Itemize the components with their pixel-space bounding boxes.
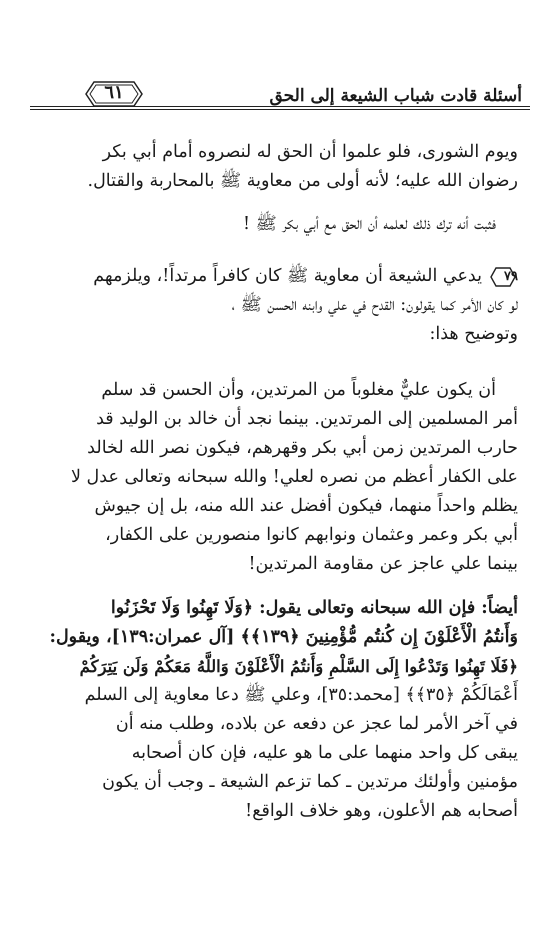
text-line: فثبت أنه ترك ذلك لعلمه أن الحق مع أبي بكر ﷺ ! xyxy=(243,214,496,234)
text-line: أمر المسلمين إلى المرتدين. بينما نجد أن خالد بن الوليد قد xyxy=(96,409,518,429)
text-line: على الكفار أعظم من نصره لعلي! والله سبحانه وتعالى عدل لا xyxy=(71,467,518,487)
page-number: ٦١ xyxy=(104,82,124,103)
text-line: يبقى كل واحد منهما على ما هو عليه، فإن كان أصحابه xyxy=(131,743,518,763)
text-line: لو كان الأمر كما يقولون: القدح في علي وابنه الحسن ﷺ ، xyxy=(231,295,518,315)
text-line: حارب المرتدين زمن أبي بكر وقهرهم، فيكون نصر الله لخالد xyxy=(87,438,518,458)
paragraph-2 xyxy=(32,210,518,239)
paragraph-1 xyxy=(32,138,518,196)
text-line: أن يكون عليٌّ مغلوباً من المرتدين، وأن الحسن قد سلم xyxy=(101,380,496,400)
text-line: ويوم الشورى، فلو علموا أن الحق له لنصروه أمام أبي بكر xyxy=(102,142,518,162)
text-line: رضوان الله عليه؛ لأنه أولى من معاوية ﷺ بالمحاربة والقتال. xyxy=(87,171,518,191)
question-text: يدعي الشيعة أن معاوية ﷺ كان كافراً مرتداً!، ويلزمهم xyxy=(93,266,482,286)
text-line: وَأَنتُمُ الْأَعْلَوْنَ إِن كُنتُم مُّؤْمِنِينَ ﴿١٣٩﴾﴾ [آل عمران:١٣٩]، ويقول: xyxy=(49,627,518,647)
text-line: في آخر الأمر لما عجز عن دفعه عن بلاده، وطلب منه أن xyxy=(115,714,518,734)
text-line: ﴿فَلَا تَهِنُوا وَتَدْعُوا إِلَى السَّلْمِ وَأَنتُمُ الْأَعْلَوْنَ وَاللَّهُ مَعَكُمْ وَلَن يَتِرَكُمْ xyxy=(79,657,518,676)
text-line: يظلم واحداً منهما، فيكون أفضل عند الله منه، بل إن جيوش xyxy=(94,496,518,516)
text-line: وتوضيح هذا: xyxy=(429,324,518,344)
text-line: أصحابه هم الأعلون، وهو خلاف الواقع! xyxy=(245,801,518,821)
paragraph-3 xyxy=(32,376,518,579)
page-header xyxy=(30,76,530,120)
question-number-badge xyxy=(488,265,518,289)
question-number: ٧٩ xyxy=(504,268,518,284)
text-line: مؤمنين وأولئك مرتدين ـ كما تزعم الشيعة ـ وجب أن يكون xyxy=(102,772,518,792)
text-line: أيضاً: فإن الله سبحانه وتعالى يقول: ﴿وَلَا تَهِنُوا وَلَا تَحْزَنُوا xyxy=(110,598,518,618)
text-line: بينما علي عاجز عن مقاومة المرتدين! xyxy=(248,554,518,574)
question-79 xyxy=(32,262,518,349)
text-line: أَعْمَالَكُمْ ﴿٣٥﴾﴾ [محمد:٣٥]، وعلي ﷺ دعا معاوية إلى السلم xyxy=(84,685,518,705)
paragraph-4 xyxy=(32,594,518,826)
running-title: أسئلة قادت شباب الشيعة إلى الحق xyxy=(269,86,522,106)
text-line xyxy=(32,262,518,291)
text-line: أبي بكر وعمر وعثمان ونوابهم كانوا منصورين على الكفار، xyxy=(105,525,518,545)
